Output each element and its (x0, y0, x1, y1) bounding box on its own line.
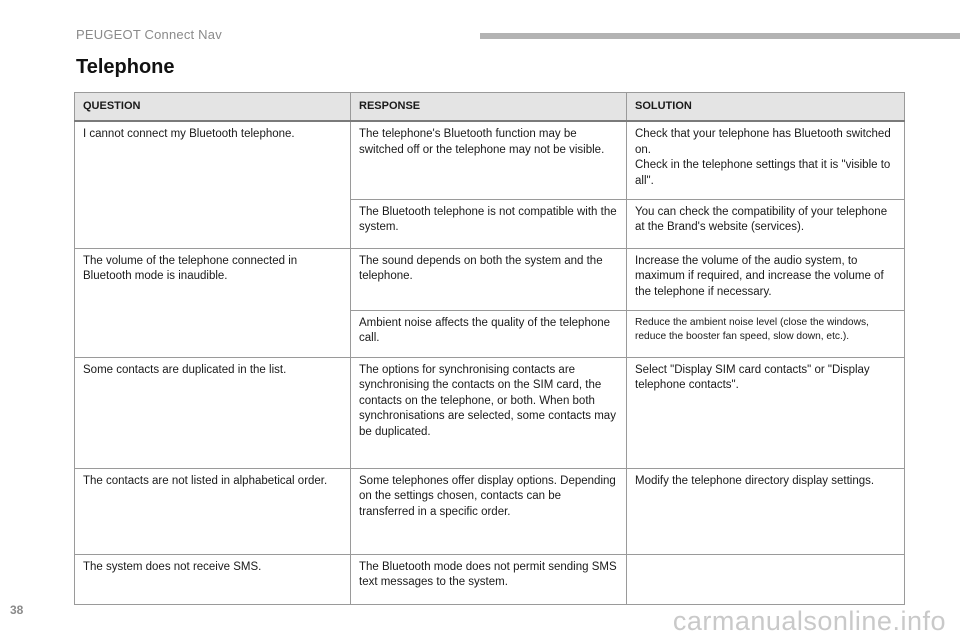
page-number: 38 (10, 603, 24, 617)
response-cell: Some telephones offer display options. Depending on the settings chosen, contacts can be transferred in a specific order. (351, 468, 627, 554)
question-cell: I cannot connect my Bluetooth telephone. (75, 121, 351, 248)
question-cell: The contacts are not listed in alphabetical order. (75, 468, 351, 554)
solution-cell: You can check the compatibility of your telephone at the Brand's website (services). (627, 199, 905, 248)
table-header-row (75, 93, 905, 122)
column-header-solution: SOLUTION (627, 93, 905, 122)
response-cell: The telephone's Bluetooth function may be switched off or the telephone may not be visible. (351, 121, 627, 199)
table-row (75, 554, 905, 604)
page-title: Telephone (76, 56, 175, 78)
table-row (75, 468, 905, 554)
troubleshooting-table (74, 92, 905, 605)
column-header-response: RESPONSE (351, 93, 627, 122)
header-product-name: PEUGEOT Connect Nav (76, 27, 222, 42)
question-cell: The system does not receive SMS. (75, 554, 351, 604)
solution-cell: Reduce the ambient noise level (close the windows, reduce the booster fan speed, slow down, etc.). (627, 310, 905, 357)
table-row (75, 357, 905, 468)
solution-cell: Modify the telephone directory display settings. (627, 468, 905, 554)
question-cell: The volume of the telephone connected in Bluetooth mode is inaudible. (75, 248, 351, 357)
response-cell: Ambient noise affects the quality of the telephone call. (351, 310, 627, 357)
response-cell: The Bluetooth telephone is not compatible with the system. (351, 199, 627, 248)
question-cell: Some contacts are duplicated in the list. (75, 357, 351, 468)
column-header-question: QUESTION (75, 93, 351, 122)
watermark-text: carmanualsonline.info (672, 606, 946, 636)
solution-cell: Increase the volume of the audio system, to maximum if required, and increase the volume of the telephone if necessary. (627, 248, 905, 310)
table-row (75, 121, 905, 199)
header-divider-bar (480, 33, 960, 39)
response-cell: The sound depends on both the system and the telephone. (351, 248, 627, 310)
solution-cell: Select "Display SIM card contacts" or "Display telephone contacts". (627, 357, 905, 468)
table-row (75, 248, 905, 310)
response-cell: The options for synchronising contacts are synchronising the contacts on the SIM card, the contacts on the telephone, or both. When both synchronisations are selected, some contacts may be duplicated. (351, 357, 627, 468)
solution-cell (627, 554, 905, 604)
response-cell: The Bluetooth mode does not permit sending SMS text messages to the system. (351, 554, 627, 604)
solution-cell: Check that your telephone has Bluetooth switched on. Check in the telephone settings that it is "visible to all". (627, 121, 905, 199)
